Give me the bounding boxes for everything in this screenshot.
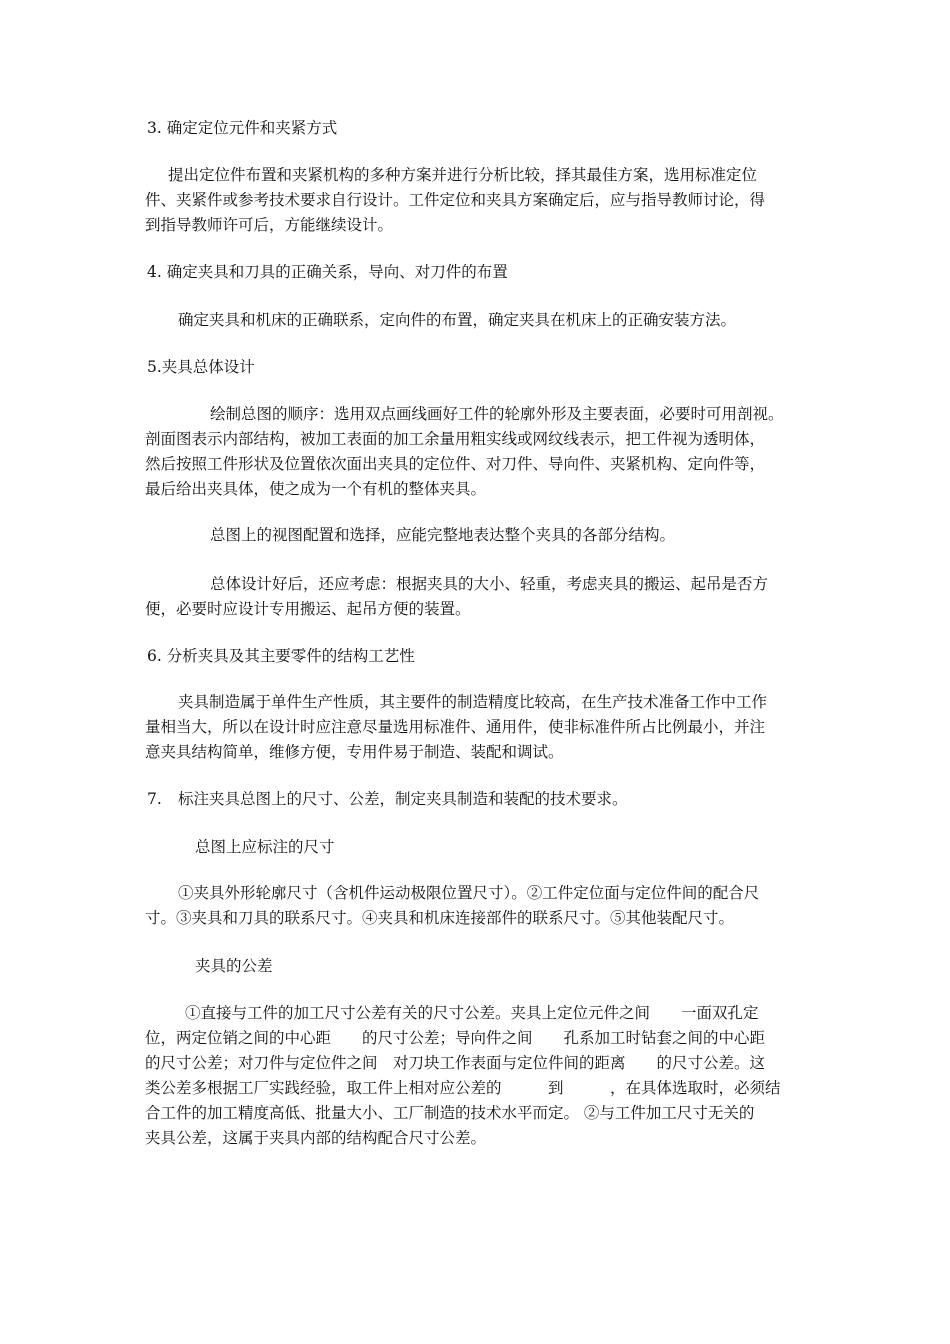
section-7-heading: 标注夹具总图上的尺寸、公差，制定夹具制造和装配的技术要求。 (178, 790, 628, 808)
section-7-sub-2-heading: 夹具的公差 (195, 957, 273, 975)
section-5-p1-line-1: 绘制总图的顺序：选用双点画线画好工件的轮廓外形及主要表面，必要时可用剖视。 (210, 405, 784, 423)
section-6-line-2: 量相当大，所以在设计时应注意尽量选用标准件、通用件，使非标准件所占比例最小，并注 (145, 718, 766, 736)
section-7-number: 7. (147, 790, 162, 808)
section-5-p3-line-2: 便，必要时应设计专用搬运、起吊方便的装置。 (145, 600, 471, 618)
section-6-line-1: 夹具制造属于单件生产性质，其主要件的制造精度比较高，在生产技术准备工作中工作 (178, 693, 768, 711)
section-5-p1-line-2: 剖面图表示内部结构，被加工表面的加工余量用粗实线或网纹线表示，把工件视为透明体， (145, 430, 766, 448)
section-5-p1-line-4: 最后给出夹具体，使之成为一个有机的整体夹具。 (145, 480, 487, 498)
section-4-line-1: 确定夹具和机床的正确联系，定向件的布置，确定夹具在机床上的正确安装方法。 (178, 311, 737, 329)
section-4-heading: 4. 确定夹具和刀具的正确关系，导向、对刀件的布置 (147, 263, 508, 281)
section-7-sub-1-line-1: ①夹具外形轮廓尺寸（含机件运动极限位置尺寸）。②工件定位面与定位件间的配合尺 (178, 884, 760, 902)
section-7-sub-2-line-6: 夹具公差，这属于夹具内部的结构配合尺寸公差。 (145, 1129, 487, 1147)
section-3-heading: 3. 确定定位元件和夹紧方式 (147, 119, 338, 137)
section-7-sub-2-line-5: 合工件的加工精度高低、批量大小、工厂制造的技术水平而定。 ②与工件加工尺寸无关的 (145, 1104, 755, 1122)
section-7-sub-1-heading: 总图上应标注的尺寸 (195, 838, 335, 856)
section-7-sub-1-line-2: 寸。③夹具和刀具的联系尺寸。④夹具和机床连接部件的联系尺寸。⑤其他装配尺寸。 (145, 909, 735, 927)
section-6-line-3: 意夹具结构简单，维修方便，专用件易于制造、装配和调试。 (145, 743, 564, 761)
section-5-p3-line-1: 总体设计好后，还应考虑：根据夹具的大小、轻重，考虑夹具的搬运、起吊是否方 (210, 575, 769, 593)
section-3-line-3: 到指导教师许可后，方能继续设计。 (145, 216, 394, 234)
section-7-sub-2-line-2: 位，两定位销之间的中心距 的尺寸公差；导向件之间 孔系加工时钻套之间的中心距 (145, 1029, 766, 1047)
section-7-sub-2-line-3: 的尺寸公差；对刀件与定位件之间 对刀块工作表面与定位件间的距离 的尺寸公差。这 (145, 1054, 766, 1072)
section-7-sub-2-line-1: ①直接与工件的加工尺寸公差有关的尺寸公差。夹具上定位元件之间 一面双孔定 (185, 1004, 759, 1022)
section-3-line-1: 提出定位件布置和夹紧机构的多种方案并进行分析比较，择其最佳方案，选用标准定位 (168, 166, 758, 184)
section-3-line-2: 件、夹紧件或参考技术要求自行设计。工件定位和夹具方案确定后，应与指导教师讨论，得 (145, 191, 766, 209)
section-5-p2-line-1: 总图上的视图配置和选择，应能完整地表达整个夹具的各部分结构。 (210, 526, 676, 544)
section-7-sub-2-line-4: 类公差多根据工厂实践经验，取工件上相对应公差的 到 ，在具体选取时，必须结 (145, 1079, 781, 1097)
section-5-p1-line-3: 然后按照工件形状及位置依次面出夹具的定位件、对刀件、导向件、夹紧机构、定向件等， (145, 455, 766, 473)
section-5-heading: 5.夹具总体设计 (147, 358, 255, 376)
section-6-heading: 6. 分析夹具及其主要零件的结构工艺性 (147, 647, 415, 665)
